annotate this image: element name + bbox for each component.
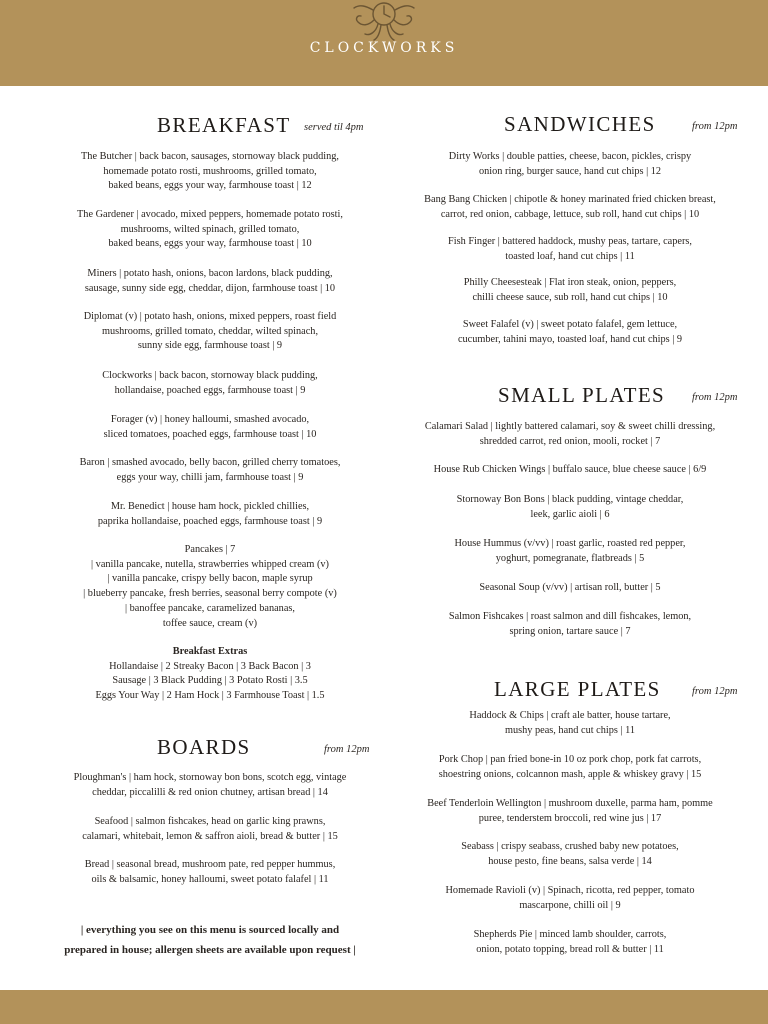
menu-item bbox=[396, 150, 744, 179]
menu-item bbox=[396, 928, 744, 957]
small-plates-header bbox=[396, 383, 744, 409]
menu-line: mascarpone, chilli oil | 9 bbox=[519, 899, 621, 911]
menu-line: Calamari Salad | lightly battered calamari, soy & sweet chilli dressing, bbox=[424, 421, 716, 432]
menu-item bbox=[396, 840, 744, 869]
menu-line: prepared in house; allergen sheets are available upon request | bbox=[64, 944, 356, 956]
menu-item bbox=[396, 610, 744, 639]
menu-line: House Rub Chicken Wings | buffalo sauce, blue cheese sauce | 6/9 bbox=[433, 464, 707, 475]
header-band bbox=[0, 0, 768, 86]
menu-line: Sausage | 3 Black Pudding | 3 Potato Rosti | 3.5 bbox=[112, 675, 308, 687]
menu-line: cucumber, tahini mayo, toasted loaf, hand cut chips | 9 bbox=[457, 333, 683, 345]
menu-line: Seasonal Soup (v/vv) | artisan roll, butter | 5 bbox=[479, 582, 661, 593]
menu-item bbox=[30, 500, 390, 529]
menu-line: Homemade Ravioli (v) | Spinach, ricotta, red pepper, tomato bbox=[445, 885, 695, 896]
menu-line: Forager (v) | honey halloumi, smashed avocado, bbox=[110, 414, 310, 425]
menu-line: baked beans, eggs your way, farmhouse toast | 12 bbox=[108, 180, 312, 192]
menu-line: onion ring, burger sauce, hand cut chips | 12 bbox=[478, 165, 662, 177]
menu-item bbox=[396, 276, 744, 305]
menu-line: Seafood | salmon fishcakes, head on garlic king prawns, bbox=[94, 816, 326, 827]
section-note: from 12pm bbox=[692, 392, 738, 403]
menu-line: Diplomat (v) | potato hash, onions, mixed peppers, roast field bbox=[83, 311, 337, 322]
menu-item bbox=[396, 753, 744, 782]
menu-line: sausage, sunny side egg, cheddar, dijon, farmhouse toast | 10 bbox=[84, 282, 336, 294]
menu-item bbox=[396, 420, 744, 449]
menu-line: baked beans, eggs your way, farmhouse toast | 10 bbox=[108, 238, 312, 250]
menu-line: house pesto, fine beans, salsa verde | 14 bbox=[488, 855, 652, 867]
menu-line: onion, potato topping, bread roll & butter | 11 bbox=[476, 943, 664, 955]
boards-header bbox=[30, 735, 390, 761]
octopus-clock-icon bbox=[334, 0, 434, 42]
menu-item bbox=[396, 193, 744, 222]
section-title: BOARDS bbox=[157, 735, 251, 759]
menu-line: cheddar, piccalilli & red onion chutney, artisan bread | 14 bbox=[92, 786, 328, 798]
breakfast-header bbox=[30, 113, 390, 139]
menu-line: paprika hollandaise, poached eggs, farmhouse toast | 9 bbox=[97, 515, 323, 527]
menu-line: Mr. Benedict | house ham hock, pickled chillies, bbox=[110, 501, 310, 512]
menu-item bbox=[30, 369, 390, 398]
menu-line: chilli cheese sauce, sub roll, hand cut chips | 10 bbox=[472, 291, 668, 303]
menu-item bbox=[30, 310, 390, 354]
menu-line: Ploughman's | ham hock, stornoway bon bons, scotch egg, vintage bbox=[73, 772, 347, 783]
menu-line: The Butcher | back bacon, sausages, stornoway black pudding, bbox=[81, 151, 339, 162]
menu-line: homemade potato rosti, mushrooms, grilled tomato, bbox=[103, 165, 317, 177]
menu-line: Dirty Works | double patties, cheese, bacon, pickles, crispy bbox=[448, 151, 692, 162]
extras-title: Breakfast Extras bbox=[172, 646, 248, 657]
menu-line: Clockworks | back bacon, stornoway black pudding, bbox=[102, 370, 318, 381]
menu-item bbox=[30, 858, 390, 887]
menu-item bbox=[396, 463, 744, 478]
menu-item bbox=[396, 884, 744, 913]
breakfast-extras bbox=[30, 645, 390, 704]
menu-item bbox=[396, 318, 744, 347]
menu-line: calamari, whitebait, lemon & saffron aioli, bread & butter | 15 bbox=[82, 830, 338, 842]
menu-line: mushrooms, grilled tomato, cheddar, wilted spinach, bbox=[101, 325, 319, 337]
menu-line: oils & balsamic, honey halloumi, sweet potato falafel | 11 bbox=[91, 873, 329, 885]
menu-line: Salmon Fishcakes | roast salmon and dill fishcakes, lemon, bbox=[448, 611, 692, 622]
menu-line: The Gardener | avocado, mixed peppers, homemade potato rosti, bbox=[77, 209, 343, 220]
menu-line: Shepherds Pie | minced lamb shoulder, carrots, bbox=[473, 929, 667, 940]
menu-line: toasted loaf, hand cut chips | 11 bbox=[505, 250, 635, 262]
menu-line: House Hummus (v/vv) | roast garlic, roasted red pepper, bbox=[454, 538, 686, 549]
menu-line: shoestring onions, colcannon mash, apple & whiskey gravy | 15 bbox=[438, 768, 702, 780]
large-plates-header bbox=[396, 677, 744, 703]
menu-line: | everything you see on this menu is sourced locally and bbox=[80, 924, 340, 936]
menu-line: Pancakes | 7 bbox=[184, 544, 236, 555]
footer-band bbox=[0, 990, 768, 1024]
menu-line: eggs your way, chilli jam, farmhouse toast | 9 bbox=[116, 471, 304, 483]
section-note: from 12pm bbox=[692, 686, 738, 697]
menu-line: Baron | smashed avocado, belly bacon, grilled cherry tomatoes, bbox=[79, 457, 341, 468]
menu-line: sunny side egg, farmhouse toast | 9 bbox=[137, 340, 283, 352]
menu-item bbox=[396, 537, 744, 566]
menu-item bbox=[396, 493, 744, 522]
menu-line: Bread | seasonal bread, mushroom pate, red pepper hummus, bbox=[84, 859, 336, 870]
menu-line: toffee sauce, cream (v) bbox=[162, 617, 258, 629]
menu-line: Miners | potato hash, onions, bacon lardons, black pudding, bbox=[87, 268, 333, 279]
menu-line: Fish Finger | battered haddock, mushy peas, tartare, capers, bbox=[448, 236, 692, 247]
section-title: LARGE PLATES bbox=[494, 677, 661, 701]
menu-line: | blueberry pancake, fresh berries, seasonal berry compote (v) bbox=[83, 588, 337, 600]
menu-item bbox=[396, 709, 744, 738]
menu-line: leek, garlic aioli | 6 bbox=[530, 508, 610, 520]
menu-line: mushy peas, hand cut chips | 11 bbox=[504, 724, 636, 736]
section-note: from 12pm bbox=[692, 121, 738, 132]
menu-item bbox=[30, 267, 390, 296]
menu-line: carrot, red onion, cabbage, lettuce, sub roll, hand cut chips | 10 bbox=[440, 208, 700, 220]
menu-line: Philly Cheesesteak | Flat iron steak, onion, peppers, bbox=[463, 277, 677, 288]
section-title: SMALL PLATES bbox=[498, 383, 666, 407]
menu-line: Haddock & Chips | craft ale batter, house tartare, bbox=[469, 710, 671, 721]
menu-line: Bang Bang Chicken | chipotle & honey marinated fried chicken breast, bbox=[424, 194, 716, 205]
menu-line: Hollandaise | 2 Streaky Bacon | 3 Back Bacon | 3 bbox=[109, 660, 311, 672]
menu-item bbox=[30, 413, 390, 442]
menu-line: mushrooms, wilted spinach, grilled tomato, bbox=[120, 223, 300, 235]
menu-item bbox=[30, 150, 390, 194]
menu-line: | vanilla pancake, nutella, strawberries whipped cream (v) bbox=[91, 558, 329, 570]
menu-line: spring onion, tartare sauce | 7 bbox=[509, 625, 631, 637]
brand-name: CLOCKWORKS bbox=[309, 40, 459, 56]
menu-item bbox=[396, 581, 744, 596]
section-title: SANDWICHES bbox=[504, 112, 656, 136]
menu-line: hollandaise, poached eggs, farmhouse toast | 9 bbox=[114, 384, 306, 396]
menu-item bbox=[30, 208, 390, 252]
menu-item bbox=[396, 235, 744, 264]
menu-item bbox=[30, 771, 390, 800]
menu-line: | vanilla pancake, crispy belly bacon, maple syrup bbox=[107, 573, 313, 585]
menu-line: | banoffee pancake, caramelized bananas, bbox=[125, 602, 295, 614]
menu-item-pancakes bbox=[30, 543, 390, 631]
sandwiches-header bbox=[396, 112, 744, 138]
menu-line: sliced tomatoes, poached eggs, farmhouse toast | 10 bbox=[103, 428, 317, 440]
menu-line: Eggs Your Way | 2 Ham Hock | 3 Farmhouse Toast | 1.5 bbox=[95, 690, 325, 702]
menu-line: Stornoway Bon Bons | black pudding, vintage cheddar, bbox=[456, 494, 684, 505]
sourcing-note bbox=[30, 920, 390, 960]
menu-line: shredded carrot, red onion, mooli, rocket | 7 bbox=[479, 435, 661, 447]
section-title: BREAKFAST bbox=[157, 113, 291, 137]
menu-line: puree, tenderstem broccoli, red wine jus | 17 bbox=[478, 812, 662, 824]
menu-line: Beef Tenderloin Wellington | mushroom duxelle, parma ham, pomme bbox=[427, 798, 713, 809]
menu-line: yoghurt, pomegranate, flatbreads | 5 bbox=[495, 552, 645, 564]
menu-item bbox=[30, 815, 390, 844]
menu-item bbox=[396, 797, 744, 826]
section-note: from 12pm bbox=[324, 744, 370, 755]
menu-item bbox=[30, 456, 390, 485]
section-note: served til 4pm bbox=[304, 122, 364, 133]
menu-line: Sweet Falafel (v) | sweet potato falafel, gem lettuce, bbox=[462, 319, 678, 330]
menu-line: Pork Chop | pan fried bone-in 10 oz pork chop, pork fat carrots, bbox=[438, 754, 702, 765]
menu-line: Seabass | crispy seabass, crushed baby new potatoes, bbox=[461, 841, 679, 852]
